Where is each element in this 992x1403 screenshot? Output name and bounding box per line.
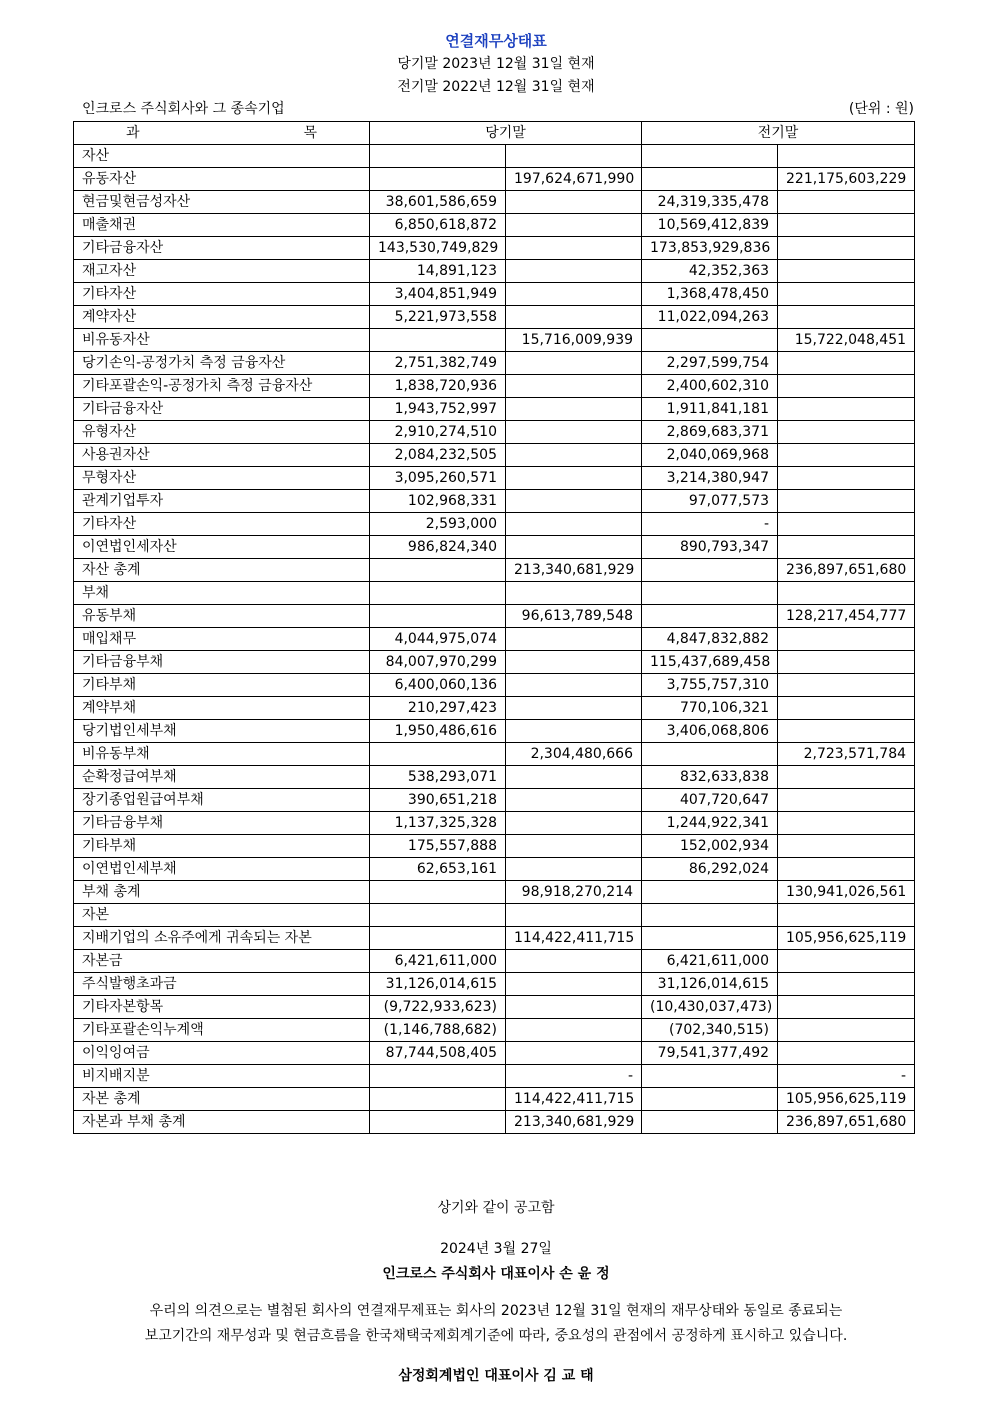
current-detail-value: 14,891,123 <box>370 260 506 283</box>
prior-subtotal-value <box>778 651 915 674</box>
row-label: 무형자산 <box>74 467 370 490</box>
current-subtotal-value: 213,340,681,929 <box>506 559 642 582</box>
current-subtotal-value <box>506 950 642 973</box>
prior-subtotal-value <box>778 536 915 559</box>
ceo-signature: 인크로스 주식회사 대표이사 손 윤 정 <box>382 1266 610 1282</box>
current-subtotal-value: 96,613,789,548 <box>506 605 642 628</box>
current-detail-value <box>370 881 506 904</box>
prior-subtotal-value <box>778 444 915 467</box>
current-subtotal-value <box>506 352 642 375</box>
row-label: 자본 총계 <box>74 1088 370 1111</box>
unit-label: (단위 : 원) <box>848 101 914 117</box>
current-detail-value: 5,221,973,558 <box>370 306 506 329</box>
prior-detail-value <box>642 1065 778 1088</box>
audit-opinion-line-1: 우리의 의견으로는 별첨된 회사의 연결재무제표는 회사의 2023년 12월 31일 현재의 재무상태와 동일로 종료되는 <box>149 1303 843 1319</box>
current-detail-value: 1,950,486,616 <box>370 720 506 743</box>
prior-subtotal-value <box>778 237 915 260</box>
current-detail-value: 143,530,749,829 <box>370 237 506 260</box>
row-label: 자산 총계 <box>74 559 370 582</box>
notice-text: 상기와 같이 공고함 <box>437 1200 555 1216</box>
header-item-a: 과 <box>126 125 140 141</box>
table-row <box>74 996 915 1019</box>
prior-subtotal-value <box>778 352 915 375</box>
prior-detail-value: 890,793,347 <box>642 536 778 559</box>
table-row <box>74 421 915 444</box>
table-row <box>74 1019 915 1042</box>
prior-detail-value: 152,002,934 <box>642 835 778 858</box>
table-row <box>74 651 915 674</box>
prior-subtotal-value: 2,723,571,784 <box>778 743 915 766</box>
row-label: 기타금융자산 <box>74 398 370 421</box>
prior-detail-value: 407,720,647 <box>642 789 778 812</box>
current-detail-value <box>370 1111 506 1134</box>
prior-detail-value: - <box>642 513 778 536</box>
current-detail-value: 986,824,340 <box>370 536 506 559</box>
prior-subtotal-value <box>778 421 915 444</box>
prior-period-line: 전기말 2022년 12월 31일 현재 <box>397 79 595 95</box>
row-label: 자산 <box>74 145 370 168</box>
prior-detail-value: 2,040,069,968 <box>642 444 778 467</box>
current-subtotal-value <box>506 536 642 559</box>
current-subtotal-value <box>506 789 642 812</box>
prior-subtotal-value <box>778 398 915 421</box>
row-label: 부채 총계 <box>74 881 370 904</box>
prior-subtotal-value <box>778 950 915 973</box>
prior-detail-value: 1,911,841,181 <box>642 398 778 421</box>
header-prior: 전기말 <box>642 122 915 145</box>
current-subtotal-value: 213,340,681,929 <box>506 1111 642 1134</box>
current-detail-value <box>370 743 506 766</box>
prior-detail-value: 173,853,929,836 <box>642 237 778 260</box>
current-subtotal-value: 197,624,671,990 <box>506 168 642 191</box>
current-subtotal-value <box>506 720 642 743</box>
current-detail-value: 102,968,331 <box>370 490 506 513</box>
table-row <box>74 835 915 858</box>
row-label: 매입채무 <box>74 628 370 651</box>
current-subtotal-value <box>506 835 642 858</box>
table-row <box>74 1065 915 1088</box>
row-label: 매출채권 <box>74 214 370 237</box>
current-subtotal-value <box>506 651 642 674</box>
prior-detail-value <box>642 1088 778 1111</box>
prior-detail-value <box>642 927 778 950</box>
current-detail-value: 38,601,586,659 <box>370 191 506 214</box>
current-subtotal-value <box>506 766 642 789</box>
table-row <box>74 743 915 766</box>
current-detail-value <box>370 1088 506 1111</box>
current-detail-value <box>370 605 506 628</box>
current-detail-value: 6,850,618,872 <box>370 214 506 237</box>
current-detail-value <box>370 582 506 605</box>
row-label: 이익잉여금 <box>74 1042 370 1065</box>
row-label: 사용권자산 <box>74 444 370 467</box>
table-row <box>74 697 915 720</box>
row-label: 자본금 <box>74 950 370 973</box>
current-subtotal-value <box>506 812 642 835</box>
table-row <box>74 398 915 421</box>
row-label: 유동부채 <box>74 605 370 628</box>
prior-detail-value <box>642 329 778 352</box>
row-label: 유형자산 <box>74 421 370 444</box>
current-detail-value <box>370 168 506 191</box>
row-label: 기타포괄손익-공정가치 측정 금융자산 <box>74 375 370 398</box>
prior-detail-value: 97,077,573 <box>642 490 778 513</box>
current-subtotal-value <box>506 513 642 536</box>
table-row <box>74 191 915 214</box>
table-row <box>74 973 915 996</box>
current-subtotal-value <box>506 973 642 996</box>
prior-subtotal-value <box>778 996 915 1019</box>
current-detail-value: 62,653,161 <box>370 858 506 881</box>
prior-subtotal-value <box>778 1042 915 1065</box>
current-detail-value: 6,421,611,000 <box>370 950 506 973</box>
prior-detail-value: 2,297,599,754 <box>642 352 778 375</box>
table-row <box>74 536 915 559</box>
prior-detail-value: 11,022,094,263 <box>642 306 778 329</box>
table-row <box>74 444 915 467</box>
table-row <box>74 260 915 283</box>
prior-detail-value: 4,847,832,882 <box>642 628 778 651</box>
prior-subtotal-value <box>778 973 915 996</box>
prior-subtotal-value <box>778 835 915 858</box>
audit-opinion-line-2: 보고기간의 재무성과 및 현금흐름을 한국채택국제회계기준에 따라, 중요성의 관점에서 공정하게 표시하고 있습니다. <box>144 1328 848 1344</box>
row-label: 기타포괄손익누계액 <box>74 1019 370 1042</box>
header-item-b: 목 <box>303 125 317 141</box>
current-subtotal-value <box>506 444 642 467</box>
prior-detail-value <box>642 904 778 927</box>
prior-detail-value <box>642 145 778 168</box>
table-row <box>74 674 915 697</box>
prior-subtotal-value <box>778 812 915 835</box>
current-detail-value: 3,404,851,949 <box>370 283 506 306</box>
prior-detail-value: 10,569,412,839 <box>642 214 778 237</box>
current-subtotal-value <box>506 858 642 881</box>
table-row <box>74 145 915 168</box>
notice-date: 2024년 3월 27일 <box>440 1241 552 1257</box>
current-detail-value: 1,137,325,328 <box>370 812 506 835</box>
statement-title: 연결재무상태표 <box>445 32 547 50</box>
prior-detail-value: 79,541,377,492 <box>642 1042 778 1065</box>
current-detail-value: (9,722,933,623) <box>370 996 506 1019</box>
table-row <box>74 214 915 237</box>
current-subtotal-value <box>506 260 642 283</box>
current-subtotal-value <box>506 490 642 513</box>
prior-subtotal-value: 105,956,625,119 <box>778 1088 915 1111</box>
current-subtotal-value: 114,422,411,715 <box>506 927 642 950</box>
current-detail-value: 3,095,260,571 <box>370 467 506 490</box>
prior-subtotal-value <box>778 674 915 697</box>
prior-subtotal-value <box>778 766 915 789</box>
prior-detail-value: (702,340,515) <box>642 1019 778 1042</box>
prior-subtotal-value: 236,897,651,680 <box>778 1111 915 1134</box>
current-detail-value: 87,744,508,405 <box>370 1042 506 1065</box>
table-row <box>74 306 915 329</box>
row-label: 이연법인세부채 <box>74 858 370 881</box>
current-detail-value: 2,593,000 <box>370 513 506 536</box>
prior-subtotal-value <box>778 490 915 513</box>
row-label: 주식발행초과금 <box>74 973 370 996</box>
prior-detail-value: 1,368,478,450 <box>642 283 778 306</box>
table-row <box>74 628 915 651</box>
current-subtotal-value <box>506 674 642 697</box>
row-label: 관계기업투자 <box>74 490 370 513</box>
table-row <box>74 766 915 789</box>
current-detail-value <box>370 145 506 168</box>
current-subtotal-value <box>506 375 642 398</box>
current-subtotal-value <box>506 214 642 237</box>
current-detail-value <box>370 927 506 950</box>
current-detail-value: 175,557,888 <box>370 835 506 858</box>
current-period-line: 당기말 2023년 12월 31일 현재 <box>397 56 595 72</box>
header-current: 당기말 <box>370 122 642 145</box>
current-subtotal-value: 15,716,009,939 <box>506 329 642 352</box>
current-detail-value: 4,044,975,074 <box>370 628 506 651</box>
table-row <box>74 812 915 835</box>
prior-subtotal-value <box>778 375 915 398</box>
table-row <box>74 605 915 628</box>
current-subtotal-value <box>506 283 642 306</box>
row-label: 계약자산 <box>74 306 370 329</box>
row-label: 기타금융부채 <box>74 812 370 835</box>
current-subtotal-value <box>506 145 642 168</box>
current-detail-value <box>370 329 506 352</box>
prior-subtotal-value <box>778 697 915 720</box>
current-detail-value: 6,400,060,136 <box>370 674 506 697</box>
prior-subtotal-value <box>778 306 915 329</box>
current-detail-value: (1,146,788,682) <box>370 1019 506 1042</box>
row-label: 당기손익-공정가치 측정 금융자산 <box>74 352 370 375</box>
prior-detail-value: 2,869,683,371 <box>642 421 778 444</box>
current-subtotal-value <box>506 306 642 329</box>
prior-subtotal-value: 236,897,651,680 <box>778 559 915 582</box>
prior-detail-value: 3,755,757,310 <box>642 674 778 697</box>
table-row <box>74 950 915 973</box>
current-detail-value <box>370 1065 506 1088</box>
prior-subtotal-value: 105,956,625,119 <box>778 927 915 950</box>
row-label: 자본과 부채 총계 <box>74 1111 370 1134</box>
prior-detail-value: 2,400,602,310 <box>642 375 778 398</box>
row-label: 기타자본항목 <box>74 996 370 1019</box>
current-subtotal-value <box>506 996 642 1019</box>
table-row <box>74 582 915 605</box>
row-label: 장기종업원급여부채 <box>74 789 370 812</box>
prior-detail-value: 115,437,689,458 <box>642 651 778 674</box>
table-header-row <box>74 122 915 145</box>
row-label: 자본 <box>74 904 370 927</box>
prior-subtotal-value <box>778 858 915 881</box>
prior-detail-value <box>642 559 778 582</box>
current-subtotal-value: 2,304,480,666 <box>506 743 642 766</box>
prior-subtotal-value: 221,175,603,229 <box>778 168 915 191</box>
current-subtotal-value <box>506 628 642 651</box>
table-row <box>74 858 915 881</box>
prior-subtotal-value <box>778 467 915 490</box>
prior-subtotal-value <box>778 1019 915 1042</box>
prior-subtotal-value <box>778 513 915 536</box>
current-subtotal-value <box>506 421 642 444</box>
current-detail-value <box>370 904 506 927</box>
table-row <box>74 789 915 812</box>
table-row <box>74 375 915 398</box>
table-row <box>74 1111 915 1134</box>
table-row <box>74 283 915 306</box>
current-subtotal-value <box>506 191 642 214</box>
prior-subtotal-value <box>778 283 915 306</box>
row-label: 이연법인세자산 <box>74 536 370 559</box>
row-label: 부채 <box>74 582 370 605</box>
table-row <box>74 927 915 950</box>
current-detail-value: 538,293,071 <box>370 766 506 789</box>
prior-subtotal-value: 130,941,026,561 <box>778 881 915 904</box>
prior-detail-value: 24,319,335,478 <box>642 191 778 214</box>
current-detail-value: 31,126,014,615 <box>370 973 506 996</box>
table-row <box>74 168 915 191</box>
prior-detail-value <box>642 605 778 628</box>
row-label: 계약부채 <box>74 697 370 720</box>
current-detail-value: 210,297,423 <box>370 697 506 720</box>
current-detail-value: 1,943,752,997 <box>370 398 506 421</box>
prior-subtotal-value <box>778 582 915 605</box>
row-label: 순확정급여부채 <box>74 766 370 789</box>
prior-detail-value: 6,421,611,000 <box>642 950 778 973</box>
row-label: 기타부채 <box>74 674 370 697</box>
row-label: 유동자산 <box>74 168 370 191</box>
prior-detail-value: 832,633,838 <box>642 766 778 789</box>
current-subtotal-value: - <box>506 1065 642 1088</box>
current-subtotal-value <box>506 398 642 421</box>
prior-subtotal-value: 128,217,454,777 <box>778 605 915 628</box>
table-row <box>74 904 915 927</box>
balance-sheet-table <box>73 121 915 1134</box>
row-label: 비유동자산 <box>74 329 370 352</box>
current-detail-value: 2,751,382,749 <box>370 352 506 375</box>
prior-detail-value: 86,292,024 <box>642 858 778 881</box>
table-row <box>74 329 915 352</box>
table-row <box>74 352 915 375</box>
current-detail-value: 1,838,720,936 <box>370 375 506 398</box>
company-name: 인크로스 주식회사와 그 종속기업 <box>82 101 285 117</box>
current-detail-value: 2,910,274,510 <box>370 421 506 444</box>
table-row <box>74 513 915 536</box>
current-subtotal-value <box>506 1019 642 1042</box>
prior-subtotal-value <box>778 145 915 168</box>
row-label: 당기법인세부채 <box>74 720 370 743</box>
prior-subtotal-value <box>778 789 915 812</box>
current-detail-value: 2,084,232,505 <box>370 444 506 467</box>
current-subtotal-value <box>506 237 642 260</box>
prior-detail-value <box>642 743 778 766</box>
current-subtotal-value <box>506 467 642 490</box>
row-label: 비지배지분 <box>74 1065 370 1088</box>
row-label: 비유동부채 <box>74 743 370 766</box>
prior-subtotal-value <box>778 191 915 214</box>
current-detail-value: 84,007,970,299 <box>370 651 506 674</box>
row-label: 현금및현금성자산 <box>74 191 370 214</box>
prior-detail-value: 770,106,321 <box>642 697 778 720</box>
prior-detail-value: 42,352,363 <box>642 260 778 283</box>
prior-subtotal-value <box>778 720 915 743</box>
current-subtotal-value: 114,422,411,715 <box>506 1088 642 1111</box>
row-label: 기타부채 <box>74 835 370 858</box>
prior-subtotal-value <box>778 904 915 927</box>
table-row <box>74 559 915 582</box>
row-label: 지배기업의 소유주에게 귀속되는 자본 <box>74 927 370 950</box>
row-label: 기타자산 <box>74 283 370 306</box>
current-subtotal-value <box>506 904 642 927</box>
row-label: 재고자산 <box>74 260 370 283</box>
current-detail-value: 390,651,218 <box>370 789 506 812</box>
prior-detail-value <box>642 582 778 605</box>
table-row <box>74 1042 915 1065</box>
prior-subtotal-value <box>778 214 915 237</box>
prior-detail-value <box>642 1111 778 1134</box>
prior-detail-value: 31,126,014,615 <box>642 973 778 996</box>
table-row <box>74 237 915 260</box>
current-subtotal-value <box>506 582 642 605</box>
table-row <box>74 720 915 743</box>
prior-detail-value: 3,214,380,947 <box>642 467 778 490</box>
table-row <box>74 1088 915 1111</box>
row-label: 기타금융부채 <box>74 651 370 674</box>
prior-subtotal-value <box>778 260 915 283</box>
prior-detail-value: 1,244,922,341 <box>642 812 778 835</box>
prior-subtotal-value: - <box>778 1065 915 1088</box>
prior-detail-value: (10,430,037,473) <box>642 996 778 1019</box>
table-row <box>74 881 915 904</box>
row-label: 기타자산 <box>74 513 370 536</box>
table-row <box>74 490 915 513</box>
prior-detail-value <box>642 881 778 904</box>
prior-detail-value <box>642 168 778 191</box>
auditor-signature: 삼정회계법인 대표이사 김 교 태 <box>398 1368 594 1384</box>
prior-subtotal-value: 15,722,048,451 <box>778 329 915 352</box>
header-item <box>74 122 370 145</box>
current-subtotal-value: 98,918,270,214 <box>506 881 642 904</box>
current-subtotal-value <box>506 697 642 720</box>
prior-detail-value: 3,406,068,806 <box>642 720 778 743</box>
row-label: 기타금융자산 <box>74 237 370 260</box>
current-detail-value <box>370 559 506 582</box>
current-subtotal-value <box>506 1042 642 1065</box>
table-row <box>74 467 915 490</box>
prior-subtotal-value <box>778 628 915 651</box>
